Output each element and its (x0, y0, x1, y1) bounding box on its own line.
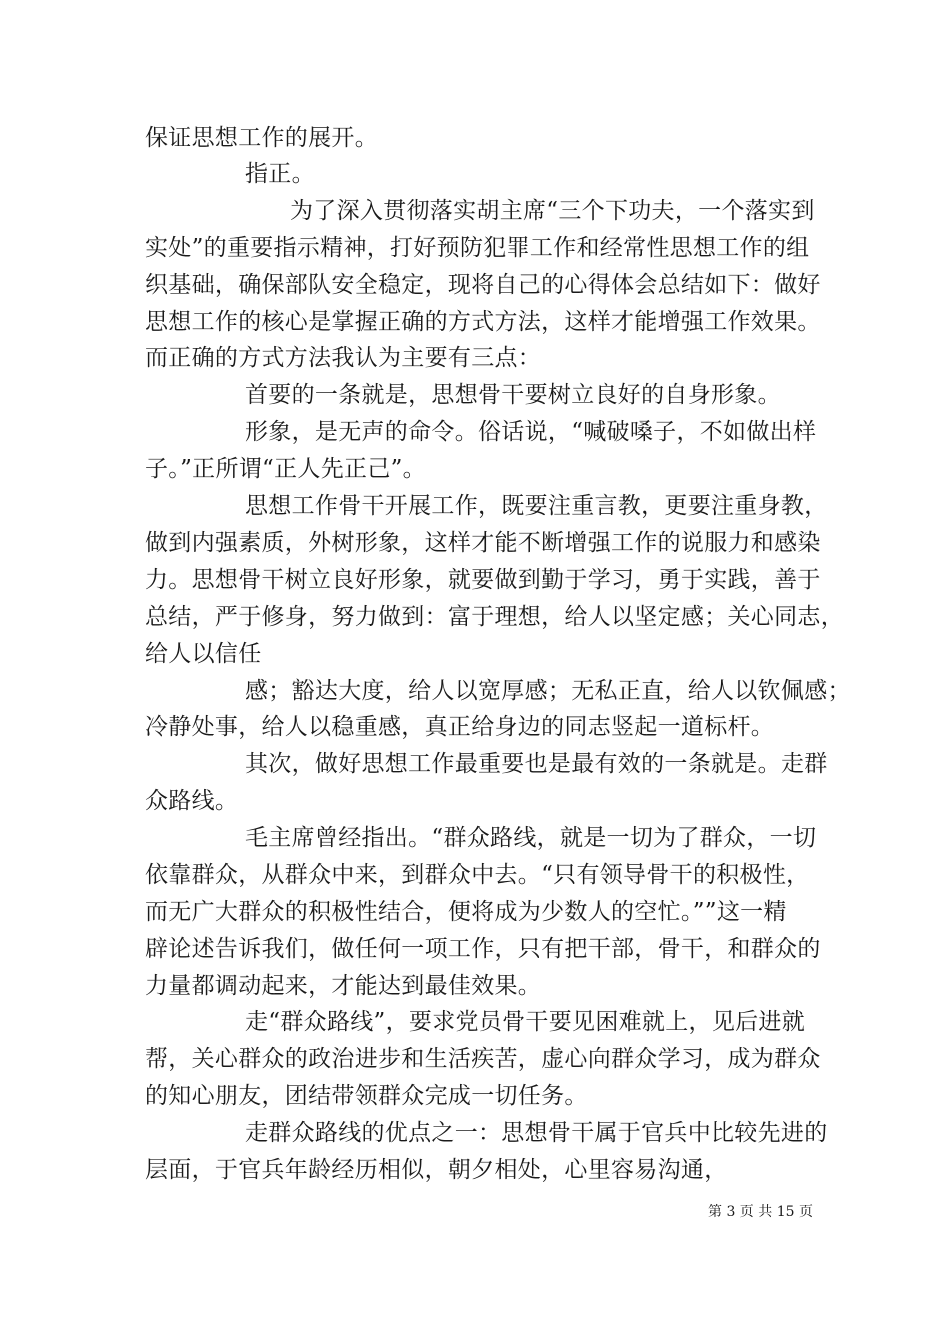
text-line: 思想工作的核心是掌握正确的方式方法，这样才能增强工作效果。 (145, 309, 821, 335)
text-line: 依靠群众，从群众中来，到群众中去。“只有领导骨干的积极性， (145, 862, 810, 888)
text-line: 走“群众路线”，要求党员骨干要见困难就上，见后进就 (245, 1009, 806, 1035)
text-line: 力。思想骨干树立良好形象，就要做到勤于学习，勇于实践，善于 (145, 567, 821, 593)
text-line: 给人以信任 (145, 641, 262, 667)
text-line: 走群众路线的优点之一：思想骨干属于官兵中比较先进的 (245, 1120, 828, 1146)
text-line: 而正确的方式方法我认为主要有三点： (145, 345, 542, 371)
page-number-footer: 第 3 页 共 15 页 (708, 1204, 813, 1220)
text-line: 总结，严于修身，努力做到：富于理想，给人以坚定感；关心同志， (145, 604, 844, 630)
text-line: 其次，做好思想工作最重要也是最有效的一条就是。走群 (245, 751, 828, 777)
text-line: 子。”正所谓“正人先正己”。 (145, 456, 426, 482)
text-line: 首要的一条就是，思想骨干要树立良好的自身形象。 (245, 382, 781, 408)
text-line: 层面，于官兵年龄经历相似，朝夕相处，心里容易沟通， (145, 1157, 728, 1183)
text-line: 众路线。 (145, 788, 239, 814)
text-line: 为了深入贯彻落实胡主席“三个下功夫，一个落实到 (290, 198, 815, 224)
text-line: 的知心朋友，团结带领群众完成一切任务。 (145, 1083, 588, 1109)
text-line: 思想工作骨干开展工作，既要注重言教，更要注重身教， (245, 493, 828, 519)
text-line: 感；豁达大度，给人以宽厚感；无私正直，给人以钦佩感； (245, 678, 851, 704)
text-line: 保证思想工作的展开。 (145, 125, 378, 151)
text-line: 力量都调动起来，才能达到最佳效果。 (145, 973, 542, 999)
text-line: 毛主席曾经指出。“群众路线，就是一切为了群众，一切 (245, 825, 817, 851)
text-line: 辟论述告诉我们，做任何一项工作，只有把干部，骨干，和群众的 (145, 936, 821, 962)
text-line: 织基础，确保部队安全稳定，现将自己的心得体会总结如下：做好 (145, 272, 821, 298)
text-line: 而无广大群众的积极性结合，便将成为少数人的空忙。””这一精 (145, 899, 787, 925)
text-line: 实处”的重要指示精神，打好预防犯罪工作和经常性思想工作的组 (145, 235, 810, 261)
text-line: 指正。 (245, 161, 315, 187)
text-line: 形象，是无声的命令。俗话说，“喊破嗓子，不如做出样 (245, 419, 817, 445)
text-line: 冷静处事，给人以稳重感，真正给身边的同志竖起一道标杆。 (145, 714, 775, 740)
text-line: 帮，关心群众的政治进步和生活疾苦，虚心向群众学习，成为群众 (145, 1046, 821, 1072)
text-line: 做到内强素质，外树形象，这样才能不断增强工作的说服力和感染 (145, 530, 821, 556)
